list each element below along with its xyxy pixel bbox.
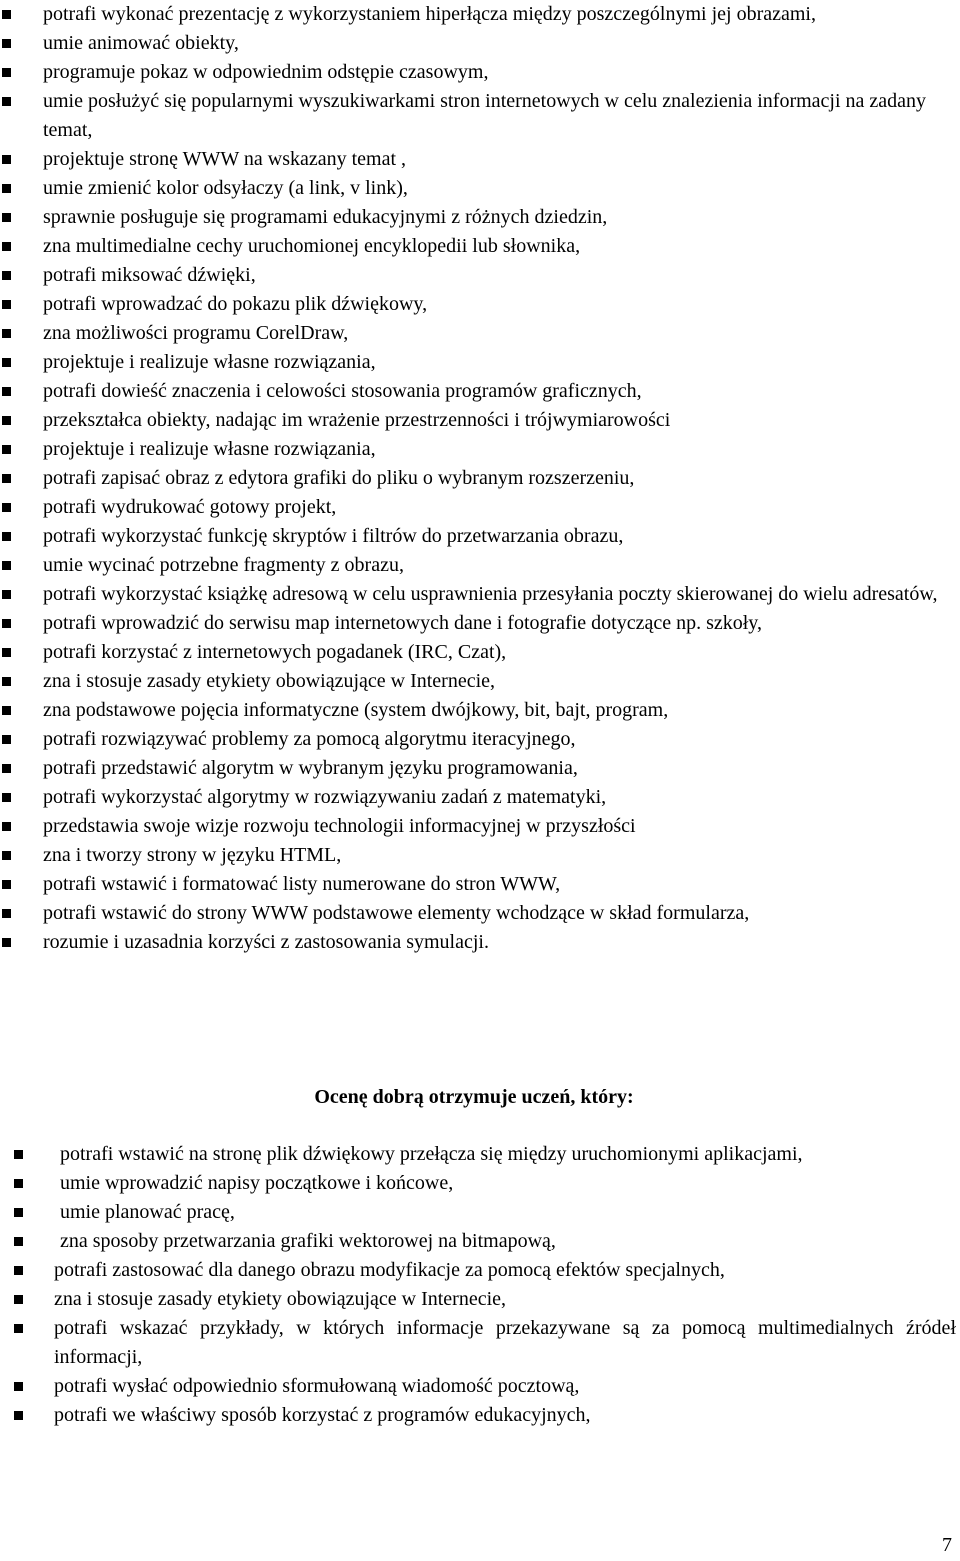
list-item-text: zna i tworzy strony w języku HTML,: [43, 844, 342, 866]
list-item-text: potrafi zapisać obraz z edytora grafiki do pliku o wybranym rozszerzeniu,: [43, 467, 635, 489]
square-bullet-icon: [14, 1179, 23, 1188]
list-item-text: zna sposoby przetwarzania grafiki wektorowej na bitmapową,: [60, 1230, 556, 1252]
square-bullet-icon: [2, 851, 11, 860]
list-item: [0, 609, 960, 638]
square-bullet-icon: [2, 68, 11, 77]
list-item: [0, 899, 960, 928]
section-heading: Ocenę dobrą otrzymuje uczeń, który:: [314, 1086, 634, 1108]
square-bullet-icon: [14, 1382, 23, 1391]
square-bullet-icon: [2, 184, 11, 193]
list-item: [0, 58, 960, 87]
list-item: [0, 348, 960, 377]
square-bullet-icon: [2, 242, 11, 251]
square-bullet-icon: [14, 1266, 23, 1275]
list-item: [0, 522, 960, 551]
list-item-text: potrafi wstawić na stronę plik dźwiękowy przełącza się między uruchomionymi aplikacjami,: [60, 1143, 803, 1165]
list-item: [0, 464, 960, 493]
list-item: [0, 667, 960, 696]
list-item: [0, 928, 960, 957]
list-item: [0, 29, 960, 58]
list-item: [0, 261, 960, 290]
list-item-text: umie animować obiekty,: [43, 32, 239, 54]
criteria-list-good-grade: [0, 1140, 960, 1430]
list-item: [0, 812, 960, 841]
square-bullet-icon: [2, 358, 11, 367]
list-item-text: umie posłużyć się popularnymi wyszukiwarkami stron internetowych w celu znalezienia informacji na zadany temat,: [43, 90, 927, 141]
list-item: [0, 841, 960, 870]
list-item: [0, 87, 960, 145]
list-item: [0, 696, 960, 725]
list-item: [0, 580, 960, 609]
list-item-text: zna i stosuje zasady etykiety obowiązujące w Internecie,: [54, 1288, 507, 1310]
list-item: [0, 870, 960, 899]
square-bullet-icon: [14, 1324, 23, 1333]
list-item-text: zna i stosuje zasady etykiety obowiązujące w Internecie,: [43, 670, 496, 692]
square-bullet-icon: [2, 648, 11, 657]
list-item-text: umie planować pracę,: [60, 1201, 235, 1223]
list-item-text: przedstawia swoje wizje rozwoju technologii informacyjnej w przyszłości: [43, 815, 636, 837]
list-item: [0, 0, 960, 29]
square-bullet-icon: [14, 1411, 23, 1420]
list-item-text: przekształca obiekty, nadając im wrażenie przestrzenności i trójwymiarowości: [43, 409, 671, 431]
list-item: [0, 290, 960, 319]
list-item: [0, 783, 960, 812]
square-bullet-icon: [2, 706, 11, 715]
square-bullet-icon: [2, 39, 11, 48]
square-bullet-icon: [14, 1237, 23, 1246]
list-item: [0, 725, 960, 754]
list-item-text: potrafi korzystać z internetowych pogadanek (IRC, Czat),: [43, 641, 507, 663]
square-bullet-icon: [2, 793, 11, 802]
list-item-text: potrafi dowieść znaczenia i celowości stosowania programów graficznych,: [43, 380, 642, 402]
square-bullet-icon: [2, 561, 11, 570]
list-item: [0, 1256, 960, 1285]
list-item-text: potrafi miksować dźwięki,: [43, 264, 256, 286]
list-item: [0, 754, 960, 783]
square-bullet-icon: [14, 1150, 23, 1159]
list-item-text: zna multimedialne cechy uruchomionej encyklopedii lub słownika,: [43, 235, 581, 257]
square-bullet-icon: [2, 10, 11, 19]
list-item: [0, 319, 960, 348]
square-bullet-icon: [2, 271, 11, 280]
square-bullet-icon: [14, 1208, 23, 1217]
list-item-text: potrafi wysłać odpowiednio sformułowaną wiadomość pocztową,: [54, 1375, 580, 1397]
list-item: [0, 1169, 960, 1198]
square-bullet-icon: [2, 590, 11, 599]
list-item: [0, 551, 960, 580]
square-bullet-icon: [2, 155, 11, 164]
square-bullet-icon: [2, 677, 11, 686]
square-bullet-icon: [2, 735, 11, 744]
list-item-text: potrafi wykorzystać funkcję skryptów i filtrów do przetwarzania obrazu,: [43, 525, 624, 547]
list-item-text: potrafi wykorzystać algorytmy w rozwiązywaniu zadań z matematyki,: [43, 786, 607, 808]
square-bullet-icon: [2, 300, 11, 309]
list-item: [0, 435, 960, 464]
square-bullet-icon: [14, 1295, 23, 1304]
square-bullet-icon: [2, 764, 11, 773]
square-bullet-icon: [2, 938, 11, 947]
list-item: [0, 145, 960, 174]
list-item-text: zna podstawowe pojęcia informatyczne (system dwójkowy, bit, bajt, program,: [43, 699, 669, 721]
list-item: [0, 1140, 960, 1169]
list-item-text: potrafi wskazać przykłady, w których informacje przekazywane są za pomocą multimedialnych źródeł informacji,: [54, 1317, 956, 1368]
square-bullet-icon: [2, 880, 11, 889]
list-item-text: projektuje i realizuje własne rozwiązania,: [43, 438, 376, 460]
list-item: [0, 1285, 960, 1314]
list-item-text: potrafi wstawić i formatować listy numerowane do stron WWW,: [43, 873, 561, 895]
list-item: [0, 638, 960, 667]
square-bullet-icon: [2, 909, 11, 918]
list-item: [0, 203, 960, 232]
square-bullet-icon: [2, 97, 11, 106]
list-item-text: programuje pokaz w odpowiednim odstępie czasowym,: [43, 61, 489, 83]
list-item: [0, 1314, 960, 1372]
square-bullet-icon: [2, 503, 11, 512]
square-bullet-icon: [2, 619, 11, 628]
square-bullet-icon: [2, 329, 11, 338]
list-item-text: umie wycinać potrzebne fragmenty z obrazu,: [43, 554, 404, 576]
list-item-text: potrafi rozwiązywać problemy za pomocą algorytmu iteracyjnego,: [43, 728, 576, 750]
list-item: [0, 1227, 960, 1256]
list-item-text: potrafi wprowadzać do pokazu plik dźwiękowy,: [43, 293, 428, 315]
list-item-text: projektuje i realizuje własne rozwiązania,: [43, 351, 376, 373]
square-bullet-icon: [2, 532, 11, 541]
list-item: [0, 232, 960, 261]
list-item: [0, 1372, 960, 1401]
list-item-text: umie wprowadzić napisy początkowe i końcowe,: [60, 1172, 454, 1194]
square-bullet-icon: [2, 474, 11, 483]
list-item: [0, 1198, 960, 1227]
square-bullet-icon: [2, 416, 11, 425]
list-item-text: potrafi wydrukować gotowy projekt,: [43, 496, 337, 518]
list-item: [0, 174, 960, 203]
list-item-text: potrafi we właściwy sposób korzystać z programów edukacyjnych,: [54, 1404, 591, 1426]
list-item-text: sprawnie posługuje się programami edukacyjnymi z różnych dziedzin,: [43, 206, 608, 228]
list-item-text: potrafi wprowadzić do serwisu map internetowych dane i fotografie dotyczące np. szkoły,: [43, 612, 763, 634]
square-bullet-icon: [2, 822, 11, 831]
list-item-text: potrafi wykorzystać książkę adresową w celu usprawnienia przesyłania poczty skierowanej do wielu adresatów,: [43, 583, 938, 605]
list-item-text: potrafi wstawić do strony WWW podstawowe elementy wchodzące w skład formularza,: [43, 902, 750, 924]
square-bullet-icon: [2, 213, 11, 222]
list-item-text: potrafi wykonać prezentację z wykorzystaniem hiperłącza między poszczególnymi jej obrazami,: [43, 3, 816, 25]
list-item: [0, 377, 960, 406]
square-bullet-icon: [2, 387, 11, 396]
list-item-text: zna możliwości programu CorelDraw,: [43, 322, 349, 344]
list-item: [0, 1401, 960, 1430]
list-item: [0, 493, 960, 522]
list-item-text: projektuje stronę WWW na wskazany temat ,: [43, 148, 407, 170]
list-item-text: potrafi przedstawić algorytm w wybranym języku programowania,: [43, 757, 578, 779]
list-item: [0, 406, 960, 435]
page-number: 7: [942, 1534, 952, 1556]
square-bullet-icon: [2, 445, 11, 454]
list-item-text: umie zmienić kolor odsyłaczy (a link, v link),: [43, 177, 408, 199]
list-item-text: rozumie i uzasadnia korzyści z zastosowania symulacji.: [43, 931, 489, 953]
list-item-text: potrafi zastosować dla danego obrazu modyfikacje za pomocą efektów specjalnych,: [54, 1259, 725, 1281]
